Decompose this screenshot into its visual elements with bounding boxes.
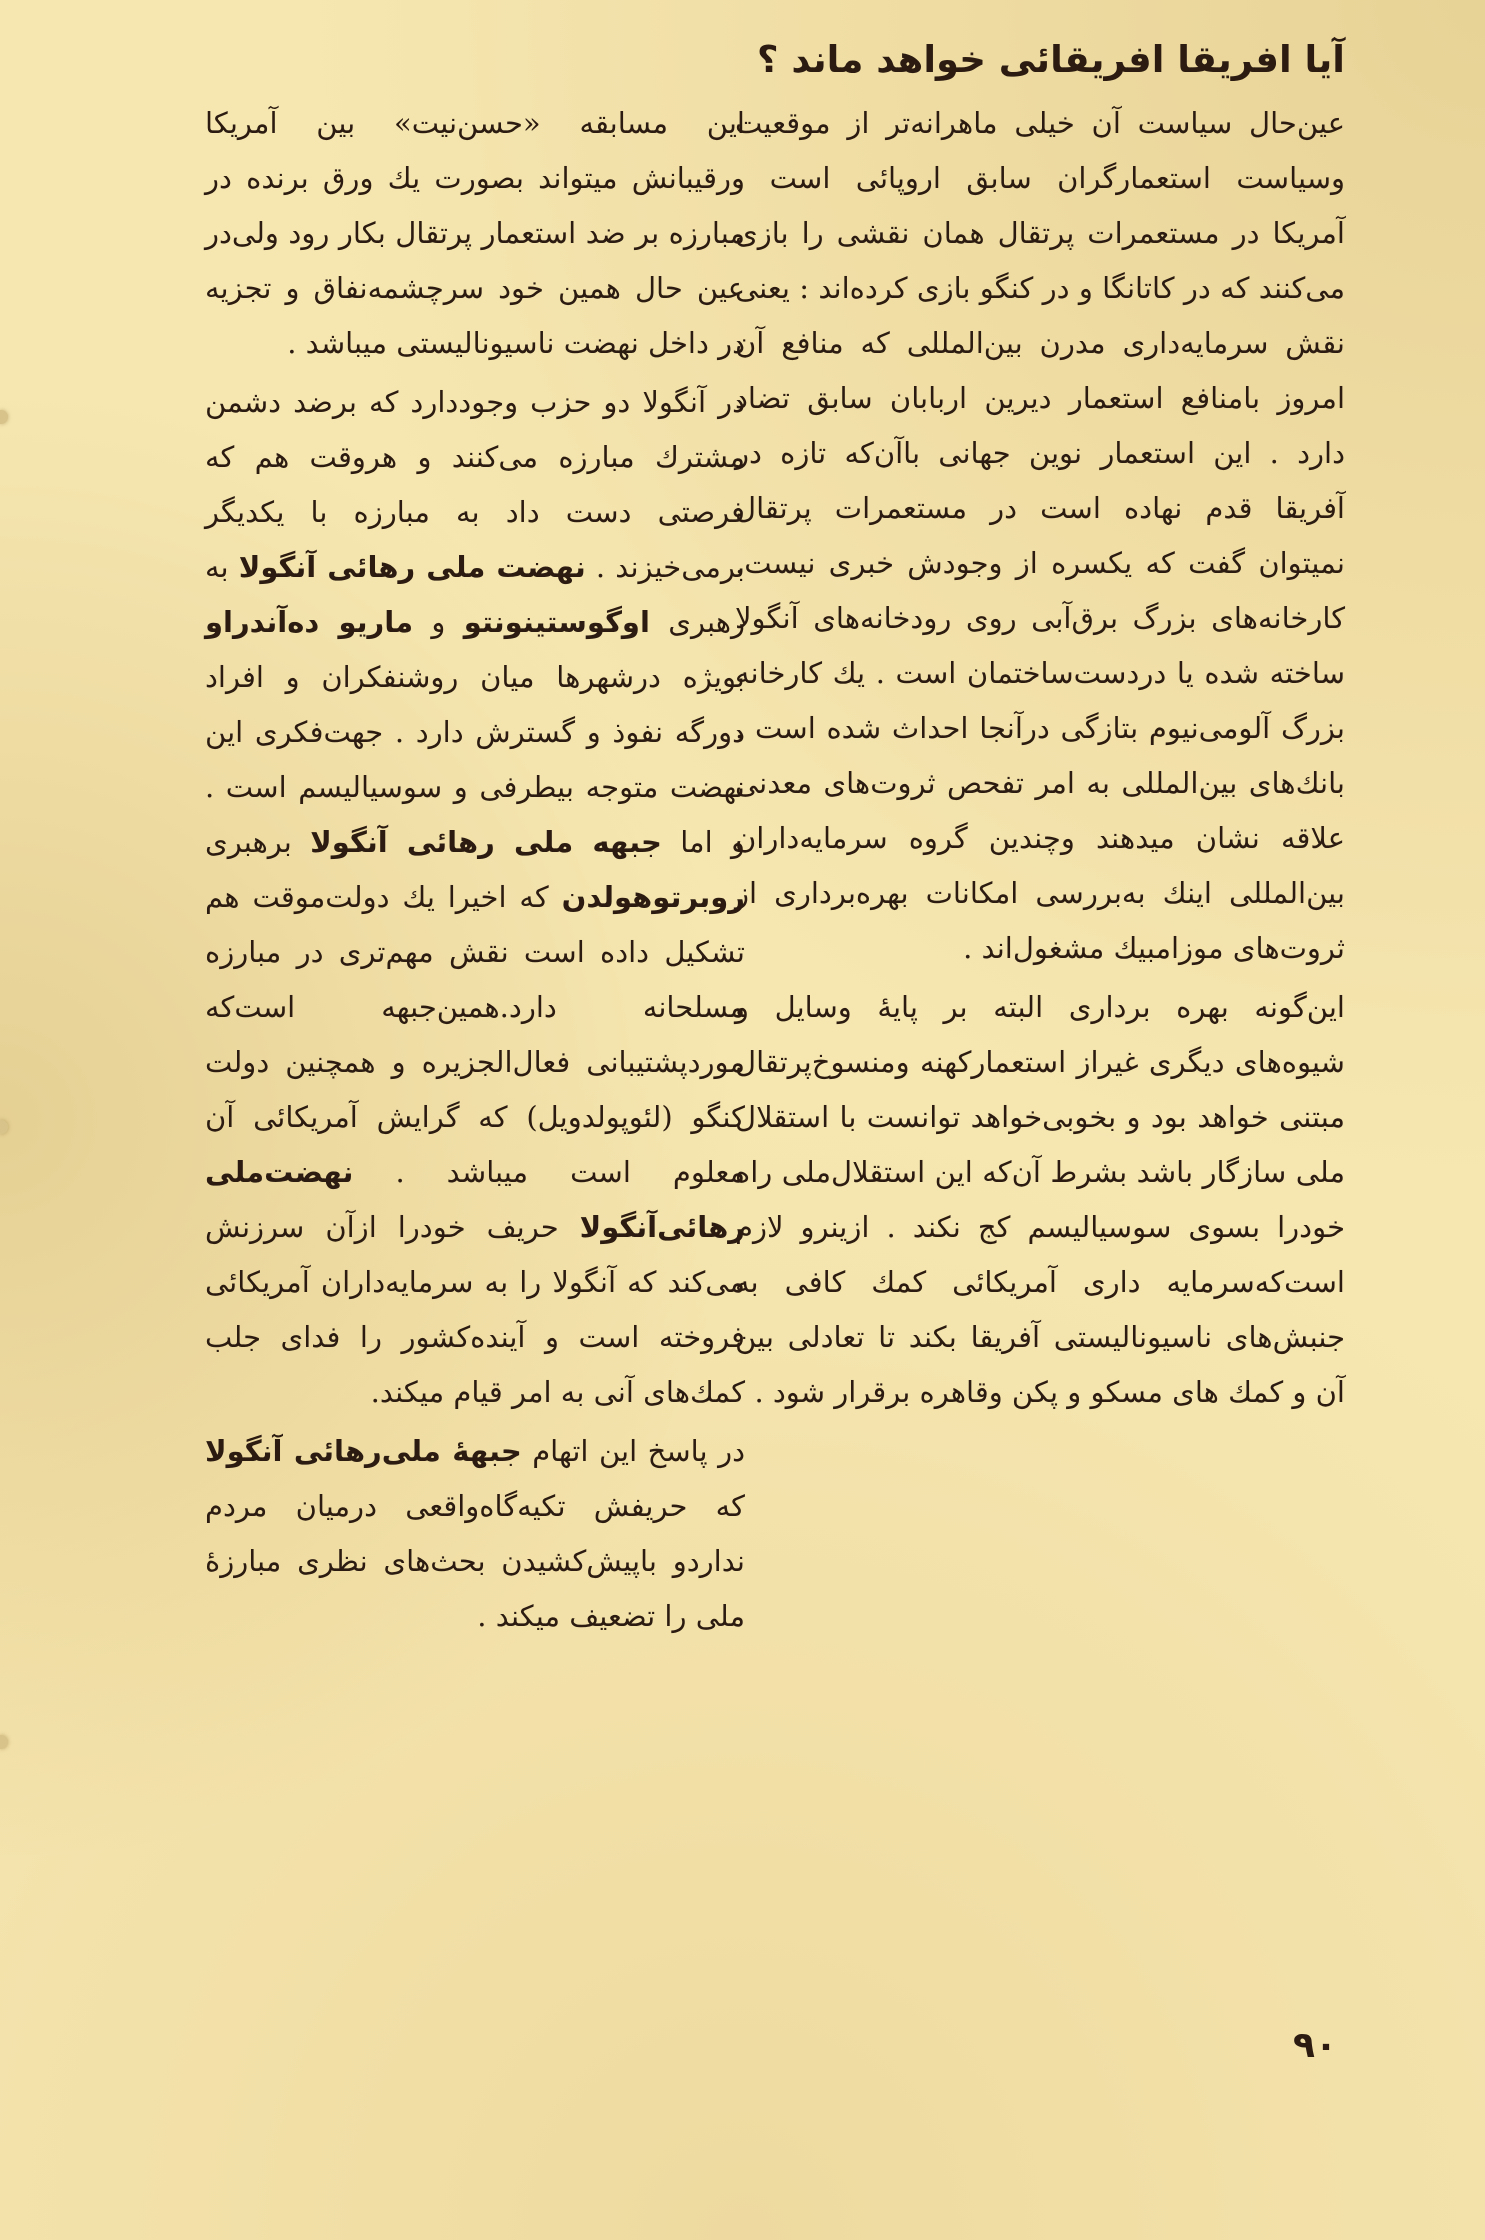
text-run: این مسابقه «حسن‌نیت» بین آمریکا ورقیبانش میتواند بصورت یك ورق برنده در مبارزه بر ضد استعمار پرتقال بکار رود ولی‌در عین حال همین خود سرچشمه‌نفاق و تجزیه در داخل نهضت ناسیونالیستی میباشد . (205, 106, 745, 360)
paragraph (205, 375, 745, 1420)
text-run: که حریفش تکیه‌گاه‌واقعی درمیان مردم ندارد‌و باپیش‌کشیدن بحث‌های نظری مبارزهٔ ملی را تضعیف میکند . (205, 1489, 745, 1633)
binding-hole (0, 1120, 8, 1134)
paragraph: این‌گونه بهره برداری البته بر پایهٔ وسایل و شیوه‌های دیگری غیراز استعمارکهنه ومنسوخ‌پرتقال مبتنی خواهد بود و بخوبی‌خواهد توانست با استقلال ملی سازگار باشد بشرط آن‌که این استقلال‌ملی راه خودرا بسوی سوسیالیسم کج نکند . ازینرو لازم است‌که‌سرمایه داری آمریکائی کمك کافی به جنبش‌های ناسیونالیستی آفریقا بکند تا تعادلی بین آن و کمك های مسکو و پکن وقاهره برقرار شود . (735, 990, 1345, 1409)
text-run: برهبری (205, 825, 311, 859)
left-column (205, 96, 745, 1648)
text-run: حریف خودرا ازآن سرزنش می‌کند که آنگولا را به سرمایه‌داران آمریکائی فروخته است و آینده‌کشور را فدای جلب کمك‌های آنی به امر قیام میکند. (205, 1210, 745, 1409)
text-run: به رهبری (205, 550, 745, 639)
paragraph (205, 96, 745, 371)
bold-term: ماریو ده‌آندراو (205, 605, 414, 639)
text-run: در آنگولا دو حزب وجوددارد که برضد دشمن مشترك مبارزه می‌کنند و هروقت هم که فرصتی دست داد به مبارزه با یکدیگر برمی‌خیزند . (205, 385, 745, 584)
page-number: ۹۰ (1293, 2025, 1337, 2066)
right-column (735, 96, 1345, 1424)
bold-term: جبههٔ ملی‌رهائی آنگولا (205, 1434, 522, 1468)
bold-term: نهضت ملی رهائی آنگولا (238, 550, 586, 584)
text-run: بویژه درشهرها میان روشنفکران و افراد دورگه نفوذ و گسترش دارد . جهت‌فکری این نهضت متوجه بیطرفی و سوسیالیسم است . و اما (205, 660, 745, 859)
binding-hole (0, 410, 8, 424)
text-run: که اخیرا یك دولت‌موقت هم تشکیل داده است نقش مهم‌تری در مبارزه مسلحانه دارد.همین‌جبهه است‌که موردپشتیبانی فعال‌الجزیره و همچنین دولت کنگو (لئوپولدویل) که گرایش آمریکائی آن معلوم است میباشد . (205, 880, 745, 1189)
bold-term: روبرتو‌هولدن (561, 880, 745, 914)
page-title: آیا افریقا افریقائی خواهد ماند ؟ (757, 38, 1345, 81)
text-run: در پاسخ این اتهام (521, 1434, 745, 1468)
bold-term: جبهه ملی رهائی آنگولا (310, 825, 662, 859)
text-run: و (413, 605, 464, 639)
paragraph: عین‌حال سیاست آن خیلی ماهرانه‌تر از موقعیت وسیاست استعمارگران سابق اروپائی است . آمریکا در مستعمرات پرتقال همان نقشی را بازی می‌کنند که در کاتانگا و در کنگو بازی کرده‌اند : یعنی نقش سرمایه‌داری مدرن بین‌المللی که منافع آن امروز بامنافع استعمار دیرین اربابان سابق تضاد دارد . این استعمار نوین جهانی باآن‌که تازه در آفریقا قدم نهاده است در مستعمرات پرتقال نمیتوان گفت که یکسره از وجودش خبری نیست. کارخانه‌های بزرگ برق‌آبی روی رودخانه‌های آنگولا ساخته شده یا دردست‌ساختمان است . یك کارخانه بزرگ آلومی‌نیوم بتازگی درآنجا احداث شده است . بانك‌های بین‌المللی به امر تفحص ثروت‌های معدنی علاقه نشان میدهند وچندین گروه سرمایه‌داران بین‌المللی اینك به‌بررسی امکانات بهره‌برداری از ثروت‌های موزامبیك مشغول‌اند . (735, 106, 1345, 965)
bold-term: نهضت‌ملی رهائی‌آنگولا (205, 1155, 745, 1244)
paragraph (205, 1424, 745, 1644)
binding-hole (0, 1735, 8, 1749)
bold-term: اوگوستینو‌نتو (463, 605, 650, 639)
